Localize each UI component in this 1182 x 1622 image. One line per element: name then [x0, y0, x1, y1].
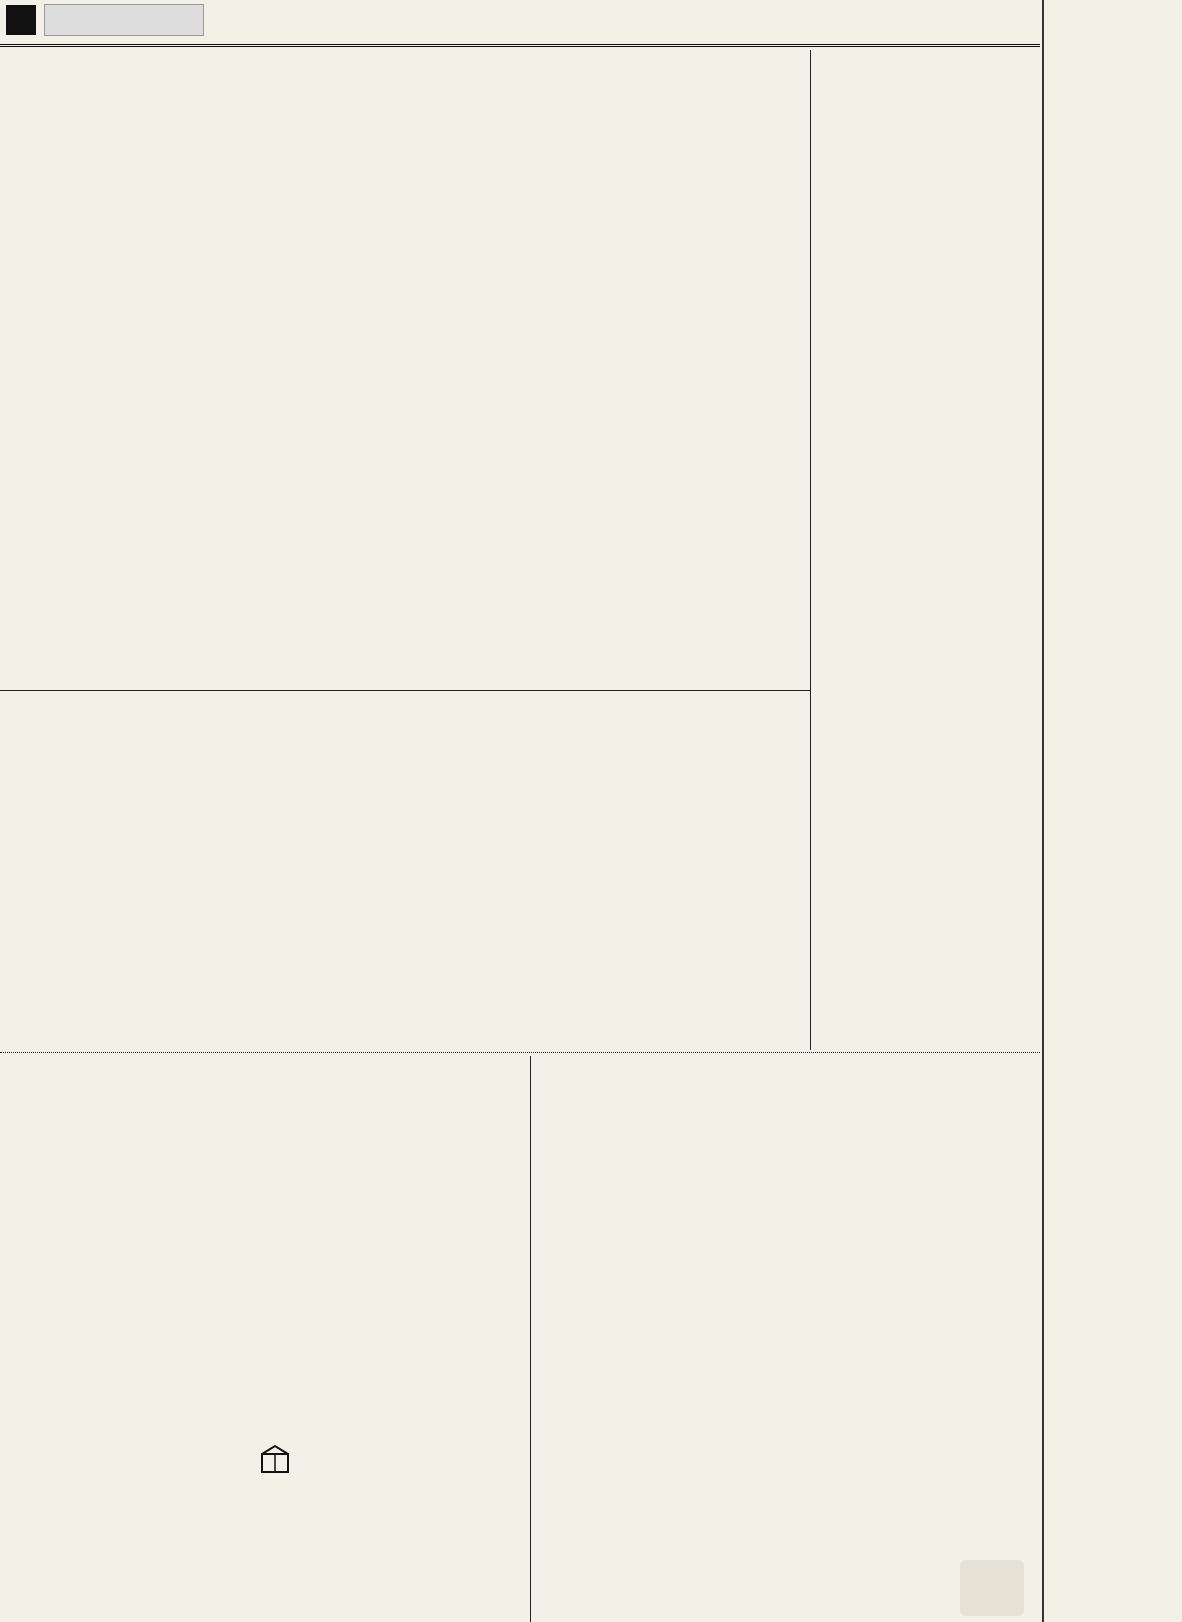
- column-divider: [810, 50, 811, 1050]
- study-page-badge: [960, 1560, 1024, 1616]
- section-divider: [0, 690, 810, 691]
- brief-card-label: [230, 1430, 300, 1560]
- article-column: [820, 354, 1034, 1014]
- article-column: [4, 150, 256, 690]
- article-column: [538, 150, 800, 670]
- notice-sidebar: [1048, 4, 1178, 1618]
- section-name: [44, 4, 204, 36]
- article-column: [820, 64, 972, 354]
- books-icon: [258, 1440, 294, 1480]
- page-number: [6, 5, 36, 35]
- sidebar-divider: [1042, 0, 1044, 1622]
- article-column: [268, 150, 530, 690]
- column-divider: [530, 1056, 531, 1622]
- article-column: [538, 1058, 788, 1618]
- header-rule: [0, 44, 1040, 47]
- article-column: [538, 700, 800, 1025]
- news-brief-column: [4, 1058, 244, 1618]
- article-column: [4, 700, 252, 1045]
- section-divider: [0, 1052, 1040, 1053]
- article-column: [262, 800, 530, 1045]
- page-header: [0, 0, 1040, 44]
- article-column: [796, 1058, 1032, 1598]
